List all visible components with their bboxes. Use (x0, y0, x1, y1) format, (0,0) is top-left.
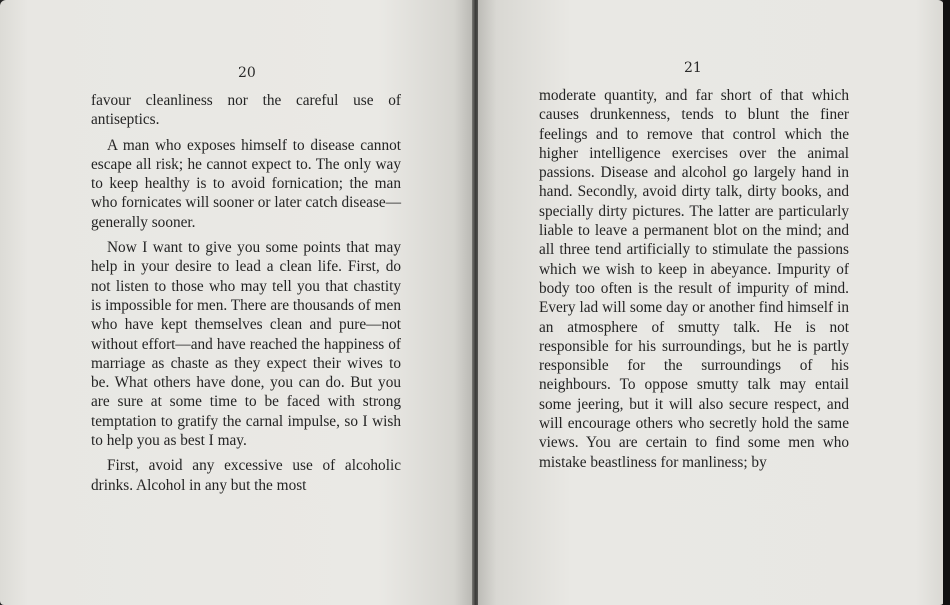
page-text (539, 86, 849, 472)
paragraph: moderate quantity, and far short of that which causes drunkenness, tends to blunt the finer feelings and to remove that control which the higher intelligence exercises over the animal passions. Disease and alcohol go largely hand in hand. Secondly, avoid dirty talk, dirty books, and specially dirty pictures. The latter are particularly liable to leave a permanent blot on the mind; and all three tend artificially to stimulate the passions which we wish to keep in abeyance. Impurity of body too often is the result of impurity of mind. Every lad will some day or another find himself in an atmosphere of smutty talk. He is not responsible for his surroundings, but he is partly responsible for the surroundings of his neighbours. To oppose smutty talk may entail some jeering, but it will also secure respect, and will encourage others who secretly hold the same views. You are certain to find some men who mistake beastliness for manliness; by (539, 87, 849, 471)
paragraph: Now I want to give you some points that may help in your desire to lead a clean life. First, do not listen to those who may tell you that chastity is impossible for men. There are thousands of men who have kept themselves clean and pure—not without effort—and have reached the happiness of marriage as chaste as they expect their wives to be. What others have done, you can do. But you are sure at some time to be faced with strong temptation to gratify the carnal impulse, so I wish to help you as best I may. (91, 239, 401, 450)
right-page (478, 0, 944, 605)
left-page (0, 0, 473, 605)
page-text (91, 91, 401, 495)
paragraph: favour cleanliness nor the careful use of antiseptics. (91, 92, 401, 129)
paragraph: A man who exposes himself to disease cannot escape all risk; he cannot expect to. The only way to keep healthy is to avoid fornication; the man who fornicates will sooner or later catch disease—generally sooner. (91, 136, 401, 231)
page-number: 21 (684, 60, 702, 76)
scan-edge (943, 0, 950, 605)
page-number: 20 (238, 65, 256, 81)
paragraph: First, avoid any excessive use of alcoholic drinks. Alcohol in any but the most (91, 457, 401, 494)
